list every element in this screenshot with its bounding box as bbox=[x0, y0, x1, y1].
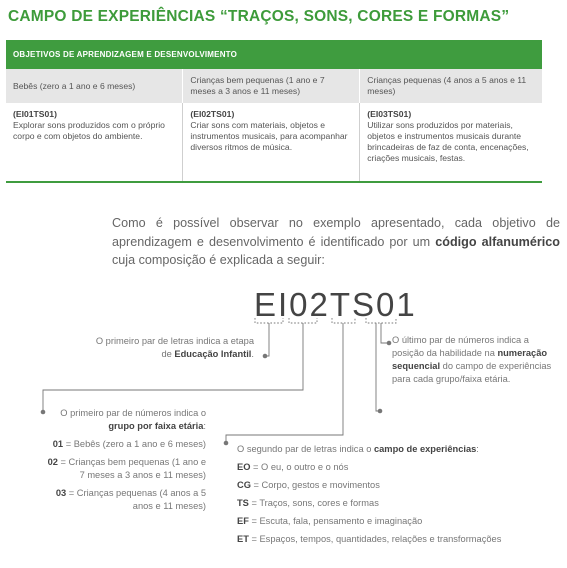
objective-code: (EI03TS01) bbox=[367, 109, 412, 119]
note-end: : bbox=[203, 421, 206, 431]
field-item bbox=[237, 479, 557, 492]
field-code: EO bbox=[237, 462, 251, 472]
note-last-numbers bbox=[392, 334, 552, 386]
age-group-code: 03 bbox=[55, 488, 67, 498]
page-title: CAMPO DE EXPERIÊNCIAS “TRAÇOS, SONS, CORES E FORMAS” bbox=[8, 8, 510, 25]
dot-numbers-last-b bbox=[378, 409, 383, 414]
line-numbers-last-a bbox=[381, 323, 389, 343]
dot-letters bbox=[263, 354, 268, 359]
dot-letters-second bbox=[224, 441, 229, 446]
field-code: TS bbox=[237, 498, 249, 508]
note-end: : bbox=[476, 444, 479, 454]
objective-text: Explorar sons produzidos com o próprio corpo e com objetos do ambiente. bbox=[13, 120, 165, 141]
note-bold: grupo por faixa etária bbox=[108, 421, 204, 431]
field-item bbox=[237, 533, 557, 546]
age-group-label: = Crianças pequenas (4 anos a 5 anos e 11 meses) bbox=[66, 488, 206, 511]
field-code: ET bbox=[237, 534, 249, 544]
note-first-letters bbox=[92, 335, 254, 361]
field-item bbox=[237, 515, 557, 528]
note-text: O primeiro par de letras indica a etapa de bbox=[95, 336, 254, 359]
note-second-letters bbox=[237, 443, 557, 546]
note-text: O primeiro par de números indica o bbox=[60, 408, 206, 418]
field-code: EF bbox=[237, 516, 249, 526]
age-group-item bbox=[40, 456, 206, 482]
age-group-code: 01 bbox=[52, 439, 64, 449]
field-item bbox=[237, 497, 557, 510]
note-text-end: do campo de experiências para cada grupo/faixa etária. bbox=[392, 361, 552, 384]
note-bold: campo de experiências bbox=[373, 444, 477, 454]
column-label-bem-pequenas: Crianças bem pequenas (1 ano e 7 meses a 3 anos e 11 meses) bbox=[183, 69, 360, 103]
line-numbers-last-b bbox=[376, 323, 380, 411]
note-text: O segundo par de letras indica o bbox=[237, 444, 374, 454]
field-label: = Traços, sons, cores e formas bbox=[248, 498, 379, 508]
note-first-numbers bbox=[40, 407, 206, 513]
objective-code: (EI02TS01) bbox=[190, 109, 235, 119]
note-text: O último par de números indica a posição da habilidade na bbox=[392, 335, 529, 358]
dot-numbers-last bbox=[387, 341, 392, 346]
note-bold: Educação Infantil bbox=[174, 349, 252, 359]
field-label: = O eu, o outro e o nós bbox=[250, 462, 349, 472]
paragraph-bold: código alfanumérico bbox=[435, 234, 560, 249]
bracket-ei bbox=[255, 318, 283, 323]
column-label-bebes: Bebês (zero a 1 ano e 6 meses) bbox=[6, 69, 183, 103]
field-label: = Espaços, tempos, quantidades, relações e transformações bbox=[248, 534, 502, 544]
bracket-02 bbox=[289, 318, 317, 323]
age-group-item bbox=[40, 487, 206, 513]
age-group-label: = Bebês (zero a 1 ano e 6 meses) bbox=[63, 439, 206, 449]
field-code: CG bbox=[237, 480, 251, 490]
objective-code: (EI01TS01) bbox=[13, 109, 57, 119]
table-header: OBJETIVOS DE APRENDIZAGEM E DESENVOLVIMENTO bbox=[6, 40, 542, 69]
note-bold: numeração sequencial bbox=[392, 348, 548, 371]
field-item bbox=[237, 461, 557, 474]
age-group-code: 02 bbox=[47, 457, 58, 467]
field-label: = Corpo, gestos e movimentos bbox=[250, 480, 380, 490]
age-group-item bbox=[40, 438, 206, 451]
objective-text: Criar sons com materiais, objetos e instrumentos musicais, para acompanhar diversos ritmos de música. bbox=[190, 120, 348, 152]
bracket-ts bbox=[332, 318, 355, 323]
column-label-pequenas: Crianças pequenas (4 anos a 5 anos e 11 meses) bbox=[360, 69, 542, 103]
objective-text: Utilizar sons produzidos por materiais, objetos e instrumentos musicais durante brincadeiras de faz de conta, encenações, criações musicais, festas. bbox=[367, 120, 529, 163]
age-group-label: = Crianças bem pequenas (1 ano e 7 meses a 3 anos e 11 meses) bbox=[57, 457, 206, 480]
alphanumeric-code: EI02TS01 bbox=[254, 286, 417, 323]
paragraph-text-end: cuja composição é explicada a seguir: bbox=[112, 253, 325, 267]
note-end: . bbox=[251, 349, 254, 359]
paragraph-text: Como é possível observar no exemplo apresentado, cada objetivo de aprendizagem e desenvolvimento é identificado por um bbox=[112, 216, 560, 249]
field-label: = Escuta, fala, pensamento e imaginação bbox=[248, 516, 423, 526]
bracket-01 bbox=[366, 318, 396, 323]
line-letters bbox=[265, 323, 269, 356]
